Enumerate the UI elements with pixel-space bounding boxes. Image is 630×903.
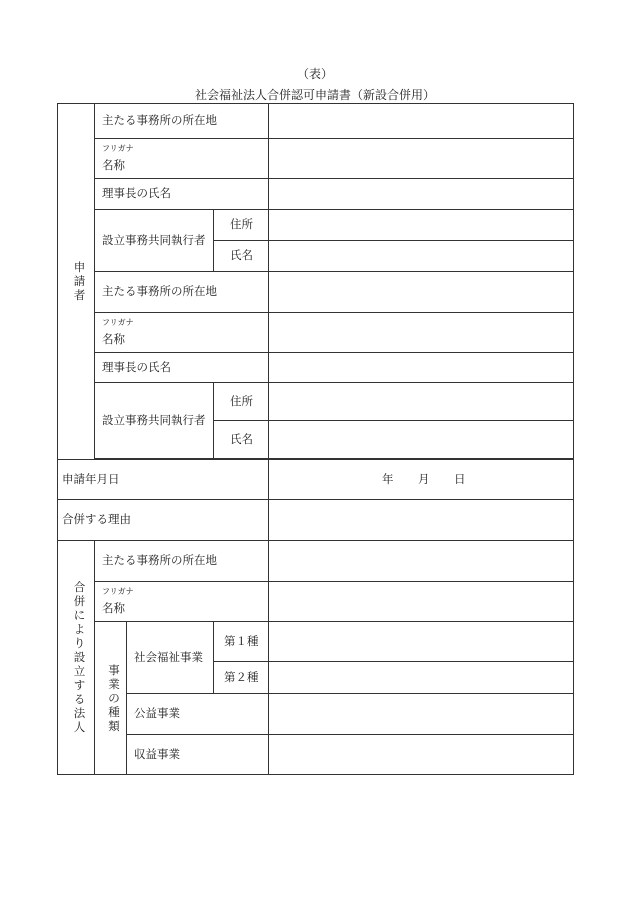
merger-reason-field[interactable]	[269, 500, 574, 541]
corp2-exec-label: 設立事務共同執行者	[95, 383, 214, 459]
corp1-furigana-label: フリガナ	[102, 143, 134, 153]
corp2-name-field[interactable]	[269, 313, 574, 353]
class1-field[interactable]	[269, 622, 574, 662]
corp1-exec-person-label: 氏名	[214, 241, 269, 272]
corp1-chair-label: 理事長の氏名	[95, 179, 269, 210]
corp2-name-label-cell	[95, 313, 269, 353]
corp1-office-label: 主たる事務所の所在地	[95, 104, 269, 139]
corp2-exec-address-field[interactable]	[269, 383, 574, 421]
corp2-exec-address-label: 住所	[214, 383, 269, 421]
form-side-label: （表）	[296, 67, 333, 81]
corp1-name-label-cell	[95, 139, 269, 179]
corp2-office-field[interactable]	[269, 272, 574, 313]
corp2-chair-field[interactable]	[269, 353, 574, 383]
social-welfare-label: 社会福祉事業	[127, 622, 214, 694]
corp2-office-label: 主たる事務所の所在地	[95, 272, 269, 313]
date-year-unit: 年	[382, 471, 394, 486]
new-corp-office-field[interactable]	[269, 541, 574, 582]
public-interest-label: 公益事業	[127, 694, 269, 735]
form-title: 社会福祉法人合併認可申請書（新設合併用）	[194, 88, 435, 102]
corp1-exec-address-label: 住所	[214, 210, 269, 241]
class2-label: 第２種	[214, 662, 269, 694]
corp1-exec-label: 設立事務共同執行者	[95, 210, 214, 272]
new-corp-furigana-label: フリガナ	[102, 586, 134, 596]
new-corp-name-label-cell	[95, 582, 269, 622]
corp2-exec-person-field[interactable]	[269, 421, 574, 459]
corp1-name-field[interactable]	[269, 139, 574, 179]
class2-field[interactable]	[269, 662, 574, 694]
applicant-section-label: 申請者	[58, 104, 95, 460]
public-interest-field[interactable]	[269, 694, 574, 735]
merger-reason-label: 合併する理由	[58, 500, 269, 541]
corp2-furigana-label: フリガナ	[102, 317, 134, 327]
corp1-name-label: 名称	[102, 158, 125, 173]
business-types-label: 事業の種類	[95, 622, 127, 775]
new-corp-name-field[interactable]	[269, 582, 574, 622]
profit-business-label: 収益事業	[127, 735, 269, 775]
corp2-name-label: 名称	[102, 332, 125, 347]
corp2-exec-person-label: 氏名	[214, 421, 269, 459]
application-date-field[interactable]	[269, 460, 574, 500]
corp1-chair-field[interactable]	[269, 179, 574, 210]
new-corp-section-label: 合併により設立する法人	[58, 541, 95, 775]
corp1-exec-person-field[interactable]	[269, 241, 574, 272]
application-form-table	[57, 103, 574, 775]
corp1-exec-address-field[interactable]	[269, 210, 574, 241]
profit-business-field[interactable]	[269, 735, 574, 775]
date-month-unit: 月	[418, 471, 430, 486]
new-corp-name-label: 名称	[102, 601, 125, 616]
new-corp-office-label: 主たる事務所の所在地	[95, 541, 269, 582]
application-date-label: 申請年月日	[58, 460, 269, 500]
corp1-office-field[interactable]	[269, 104, 574, 139]
corp2-chair-label: 理事長の氏名	[95, 353, 269, 383]
class1-label: 第１種	[214, 622, 269, 662]
date-day-unit: 日	[454, 471, 466, 486]
